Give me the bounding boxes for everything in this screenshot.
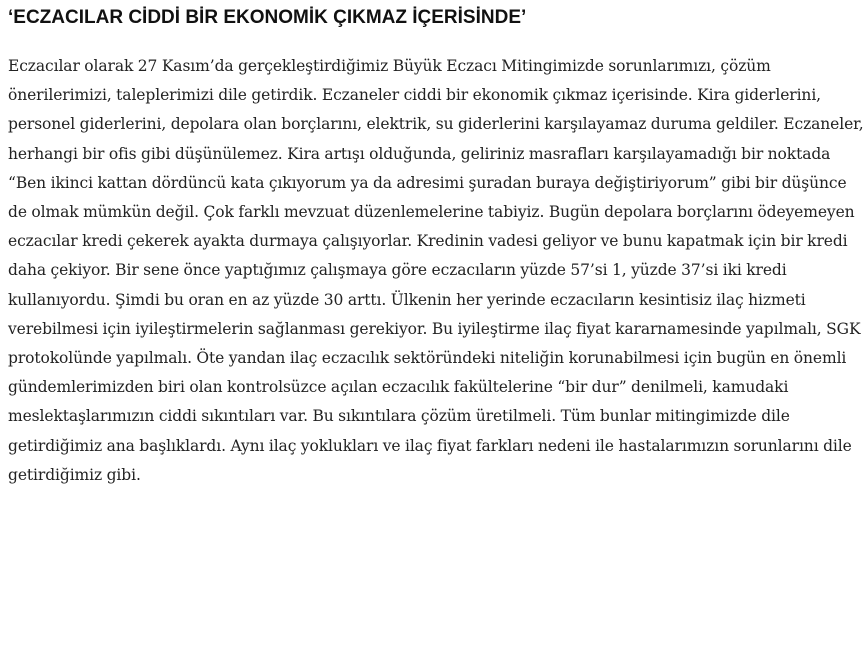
article-heading: ‘ECZACILAR CİDDİ BİR EKONOMİK ÇIKMAZ İÇERİSİNDE’: [8, 7, 527, 28]
article-paragraph: Eczacılar olarak 27 Kasım’da gerçekleştirdiğimiz Büyük Eczacı Mitingimizde sorunlarımızı, çözüm önerilerimizi, taleplerimizi dile getirdik. Eczaneler ciddi bir ekonomik çıkmaz içerisinde. Kira giderlerini, personel giderlerini, depolara olan borçlarını, elektrik, su giderlerini karşılayamaz duruma geldiler. Eczaneler, herhangi bir ofis gibi düşünülemez. Kira artışı olduğunda, geliriniz masrafları karşılayamadığı bir noktada “Ben ikinci kattan dördüncü kata çıkıyorum ya da adresimi şuradan buraya değiştiriyorum” gibi bir düşünce de olmak mümkün değil. Çok farklı mevzuat düzenlemelerine tabiyiz. Bugün depolara borçlarını ödeyemeyen eczacılar kredi çekerek ayakta durmaya çalışıyorlar. Kredinin vadesi geliyor ve bunu kapatmak için bir kredi daha çekiyor. Bir sene önce yaptığımız çalışmaya göre eczacıların yüzde 57’si 1, yüzde 37’si iki kredi kullanıyordu. Şimdi bu oran en az yüzde 30 arttı. Ülkenin her yerinde eczacıların kesintisiz ilaç hizmeti verebilmesi için iyileştirmelerin sağlanması gerekiyor. Bu iyileştirme ilaç fiyat kararnamesinde yapılmalı, SGK protokolünde yapılmalı. Öte yandan ilaç eczacılık sektöründeki niteliğin korunabilmesi için bugün en önemli gündemlerimizden biri olan kontrolsüzce açılan eczacılık fakültelerine “bir dur” denilmeli, kamudaki meslektaşlarımızın ciddi sıkıntıları var. Bu sıkıntılara çözüm üretilmeli. Tüm bunlar mitingimizde dile getirdiğimiz ana başlıklardı. Aynı ilaç yoklukları ve ilaç fiyat farkları nedeni ile hastalarımızın sorunlarını dile getirdiğimiz gibi.: [8, 57, 864, 484]
article: [8, 0, 864, 490]
